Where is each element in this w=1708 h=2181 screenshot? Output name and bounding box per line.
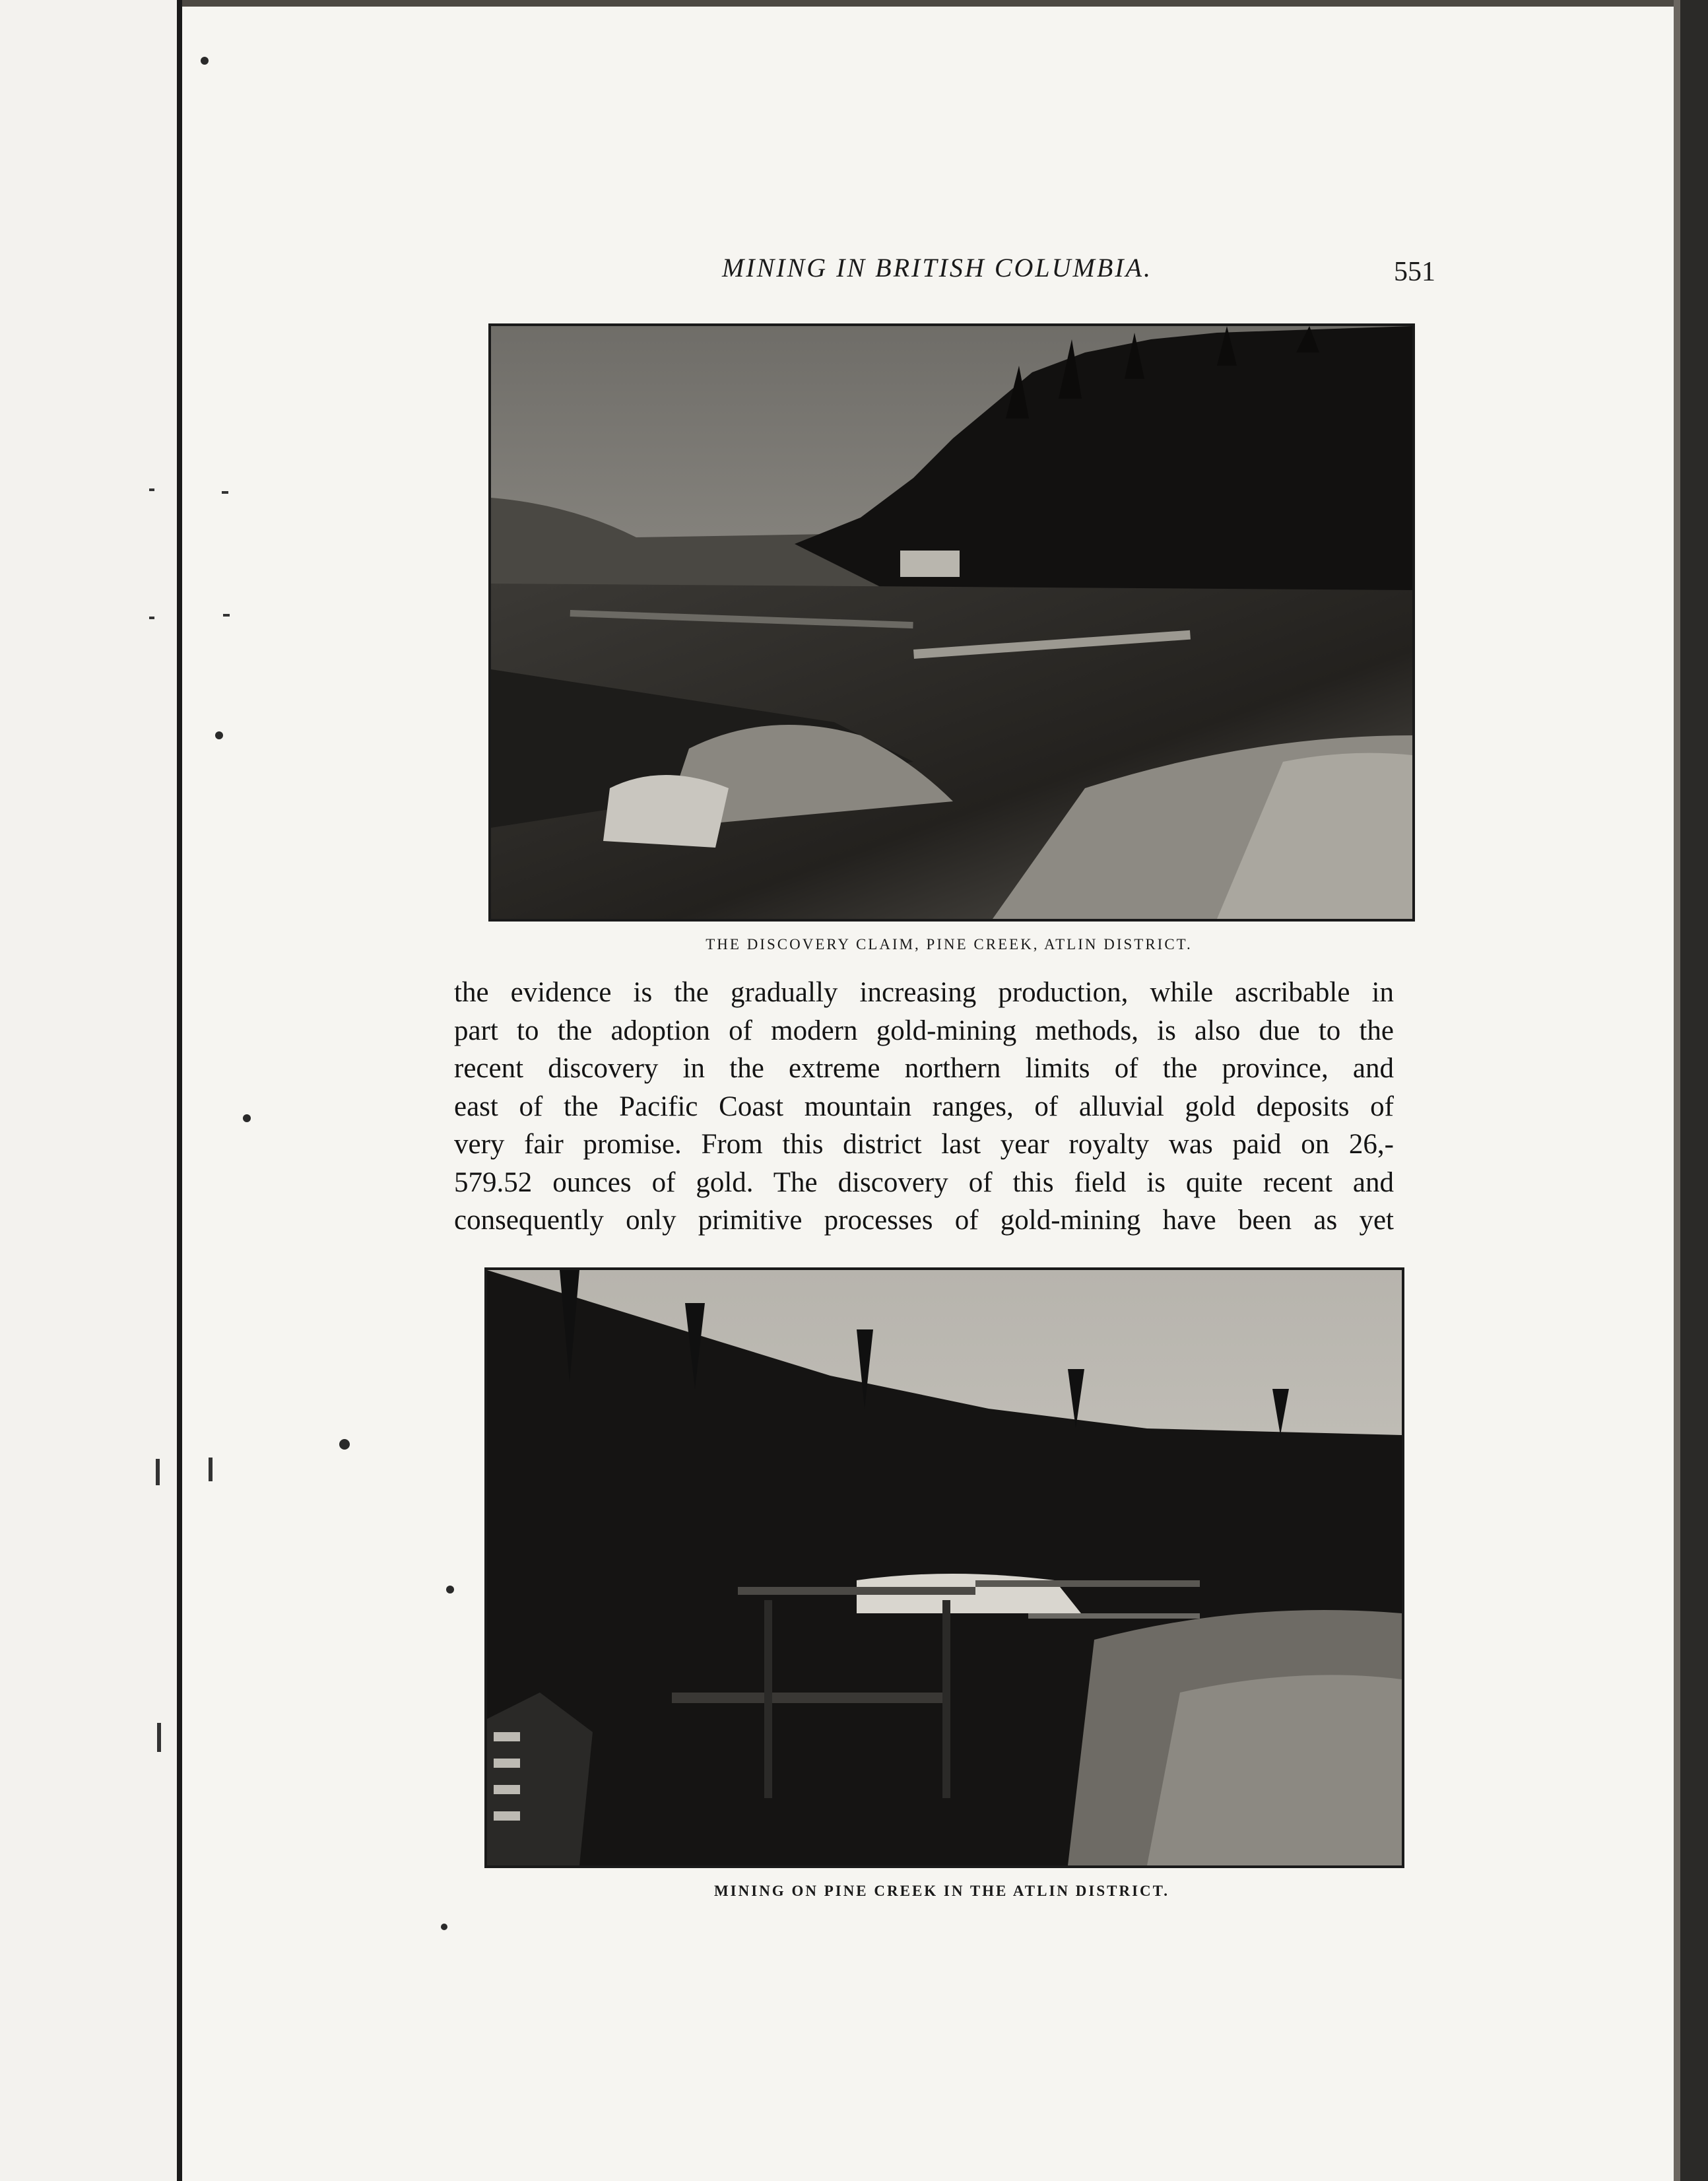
binding-mark <box>156 1459 160 1485</box>
binding-hole <box>339 1439 350 1450</box>
body-line: the evidence is the gradually increasing production, while ascribable in <box>454 977 1394 1008</box>
binding-mark <box>209 1458 213 1481</box>
binding-mark <box>157 1723 161 1752</box>
body-line: very fair promise. From this district last year royalty was paid on 26,- <box>454 1129 1394 1160</box>
binding-hole <box>441 1924 447 1930</box>
binding-hole <box>446 1586 454 1594</box>
binding-hole <box>201 57 209 65</box>
scanner-margin <box>0 0 181 2181</box>
body-line: 579.52 ounces of gold. The discovery of this field is quite recent and <box>454 1166 1394 1198</box>
body-line: east of the Pacific Coast mountain ranges, of alluvial gold deposits of <box>454 1090 1394 1122</box>
binding-mark <box>223 614 230 617</box>
photo-mining-pine-creek <box>484 1267 1404 1868</box>
body-line: part to the adoption of modern gold-mining methods, is also due to the <box>454 1015 1394 1046</box>
binding-mark <box>149 617 154 619</box>
photo-caption: THE DISCOVERY CLAIM, PINE CREEK, ATLIN DISTRICT. <box>706 936 1193 953</box>
body-line: recent discovery in the extreme northern limits of the province, and <box>454 1053 1394 1084</box>
page-top-edge <box>182 0 1674 7</box>
page-number: 551 <box>1394 257 1435 287</box>
running-head: MINING IN BRITISH COLUMBIA. <box>721 253 1153 283</box>
binding-edge <box>177 0 182 2181</box>
photo-mining-pine-creek-image <box>487 1270 1402 1865</box>
binding-hole <box>215 731 223 739</box>
body-paragraph <box>454 974 1394 1240</box>
body-line: consequently only primitive processes of gold-mining have been as yet <box>454 1205 1394 1236</box>
photo-caption: MINING ON PINE CREEK IN THE ATLIN DISTRICT. <box>713 1883 1170 1899</box>
photo-discovery-claim-image <box>491 326 1412 919</box>
binding-hole <box>243 1114 251 1122</box>
page-right-edge-highlight <box>1674 0 1680 2181</box>
photo-discovery-claim <box>488 323 1415 922</box>
binding-mark <box>222 491 228 494</box>
binding-mark <box>149 488 154 491</box>
